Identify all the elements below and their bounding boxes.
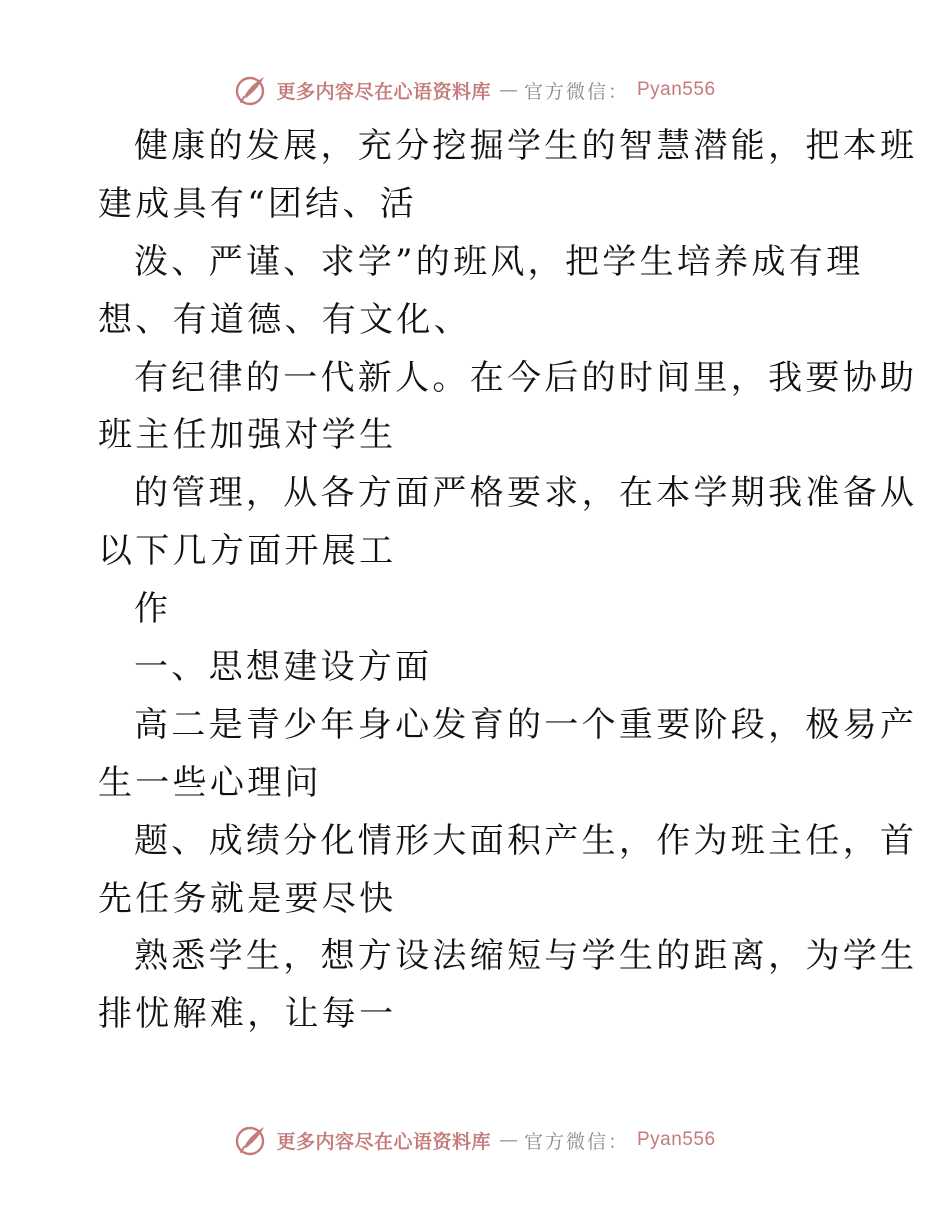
text-line: 生一些心理问 xyxy=(98,762,322,803)
text-line: 熟悉学生，想方设法缩短与学生的距离，为学生 xyxy=(134,936,918,977)
watermark-main-text: 更多内容尽在心语资料库 xyxy=(276,1130,491,1153)
watermark-wechat-id: Pyan556 xyxy=(637,79,716,100)
watermark-sub-text: 官方微信： xyxy=(523,80,629,103)
text-line: 作 xyxy=(134,589,172,630)
text-line: 班主任加强对学生 xyxy=(98,415,397,456)
header-watermark xyxy=(0,70,950,110)
text-line: 想、有道德、有文化、 xyxy=(98,299,471,340)
watermark-sub-text: 官方微信： xyxy=(523,1130,629,1153)
watermark-separator: — xyxy=(498,79,516,101)
text-line: 健康的发展，充分挖掘学生的智慧潜能，把本班 xyxy=(134,126,918,166)
watermark-separator: — xyxy=(498,1129,516,1151)
footer-watermark xyxy=(0,1120,950,1160)
text-line: 题、成绩分化情形大面积产生，作为班主任，首 xyxy=(134,820,918,861)
text-line: 高二是青少年身心发育的一个重要阶段，极易产 xyxy=(134,704,918,745)
text-line: 排忧解难，让每一 xyxy=(98,994,397,1035)
text-line: 泼、严谨、求学”的班风，把学生培养成有理 xyxy=(134,241,864,282)
quill-logo-icon xyxy=(234,73,268,107)
text-line: 有纪律的一代新人。在今后的时间里，我要协助 xyxy=(134,357,918,398)
text-line: 先任务就是要尽快 xyxy=(98,878,397,919)
text-line: 建成具有“团结、活 xyxy=(98,183,418,224)
section-heading: 一、思想建设方面 xyxy=(134,647,433,688)
document-body xyxy=(0,118,950,1044)
text-line: 以下几方面开展工 xyxy=(98,531,397,572)
watermark-wechat-id: Pyan556 xyxy=(637,1129,716,1150)
watermark-main-text: 更多内容尽在心语资料库 xyxy=(276,80,491,103)
quill-logo-icon xyxy=(234,1123,268,1157)
text-line: 的管理，从各方面严格要求，在本学期我准备从 xyxy=(134,473,918,514)
